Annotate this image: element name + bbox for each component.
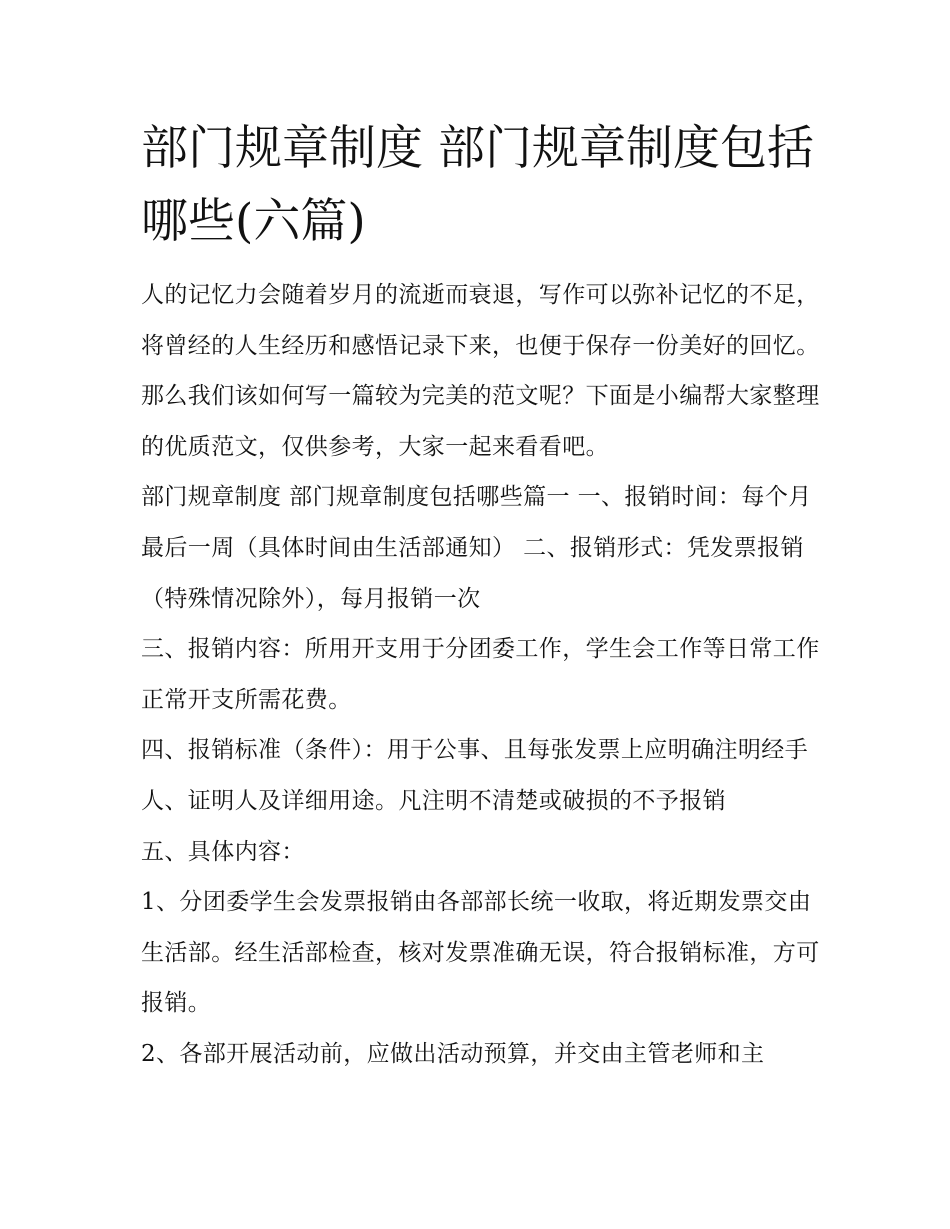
document-title: 部门规章制度 部门规章制度包括哪些(六篇) (141, 121, 814, 249)
paragraph-item-1: 1、分团委学生会发票报销由各部部长统一收取，将近期发票交由生活部。经生活部检查，核对发票准确无误，符合报销标准，方可报销。 (141, 889, 820, 1017)
paragraph-reimbursement-standard: 四、报销标准（条件）：用于公事、且每张发票上应明确注明经手人、证明人及详细用途。凡注明不清楚或破损的不予报销 (141, 737, 809, 814)
document-page (141, 112, 821, 1080)
paragraph-intro: 人的记忆力会随着岁月的流逝而衰退，写作可以弥补记忆的不足，将曾经的人生经历和感悟记录下来，也便于保存一份美好的回忆。那么我们该如何写一篇较为完美的范文呢？下面是小编帮大家整理的优质范文，仅供参考，大家一起来看看吧。 (141, 282, 820, 460)
paragraph-reimbursement-content: 三、报销内容：所用开支用于分团委工作，学生会工作等日常工作正常开支所需花费。 (141, 636, 820, 713)
paragraph-specific-heading: 五、具体内容： (141, 838, 305, 865)
paragraph-reimbursement-time: 部门规章制度 部门规章制度包括哪些篇一 一、报销时间：每个月最后一周（具体时间由生活部通知） 二、报销形式：凭发票报销（特殊情况除外），每月报销一次 (141, 484, 812, 612)
paragraph-item-2: 2、各部开展活动前，应做出活动预算，并交由主管老师和主 (141, 1040, 765, 1067)
